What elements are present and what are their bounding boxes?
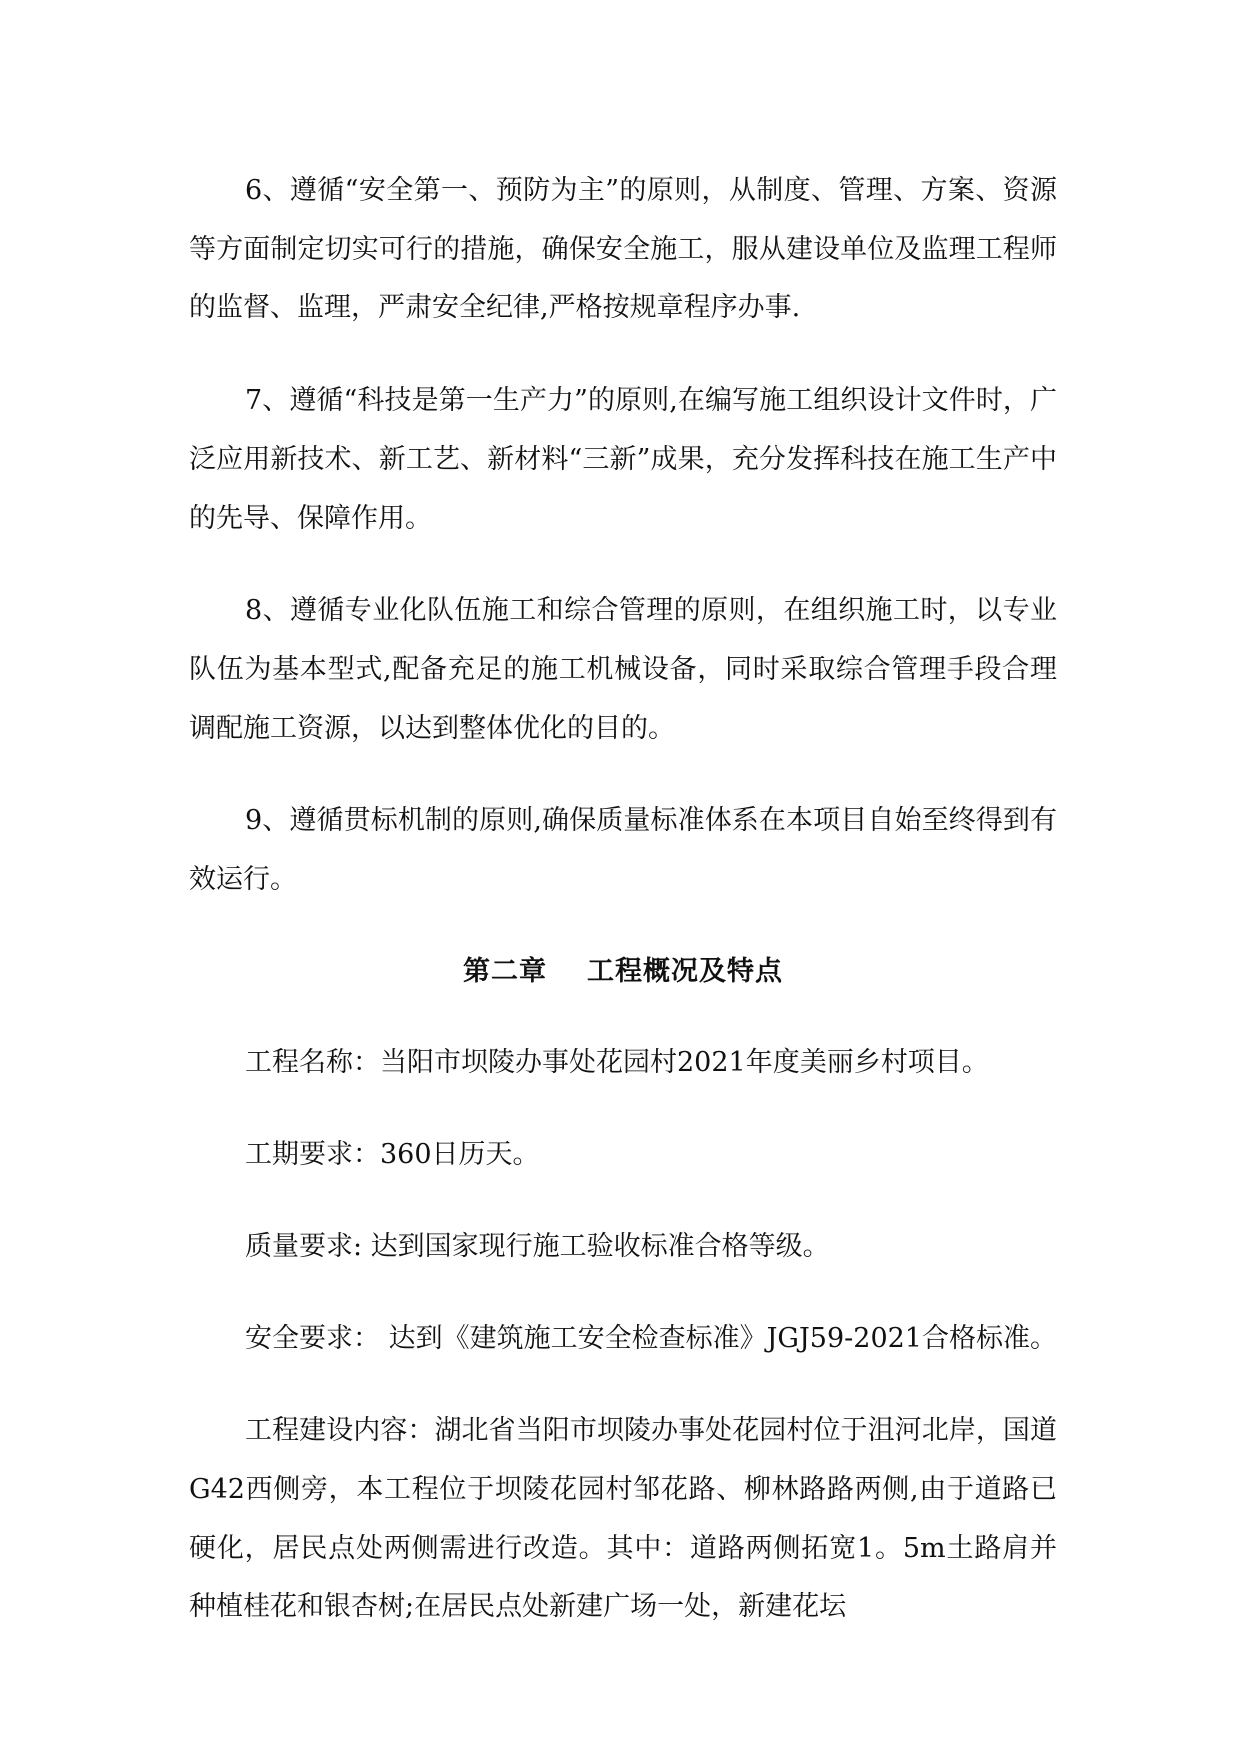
chapter-title: 工程概况及特点 (587, 955, 783, 987)
safety-paragraph: 安全要求： 达到《建筑施工安全检查标准》JGJ59-2021合格标准。 (245, 1322, 1057, 1354)
principle-paragraph-9: 9、遵循贯标机制的原则,确保质量标准体系在本项目自始至终得到有效运行。 (189, 805, 1057, 896)
principle-paragraph-8: 8、遵循专业化队伍施工和综合管理的原则，在组织施工时，以专业队伍为基本型式,配备充足的施工机械设备，同时采取综合管理手段合理调配施工资源，以达到整体优化的目的。 (189, 595, 1057, 744)
document-body (189, 162, 1057, 1671)
duration-paragraph: 工期要求：360日历天。 (245, 1139, 540, 1171)
quality-paragraph: 质量要求: 达到国家现行施工验收标准合格等级。 (245, 1230, 830, 1262)
chapter-heading (189, 943, 1057, 1002)
principle-paragraph-6: 6、遵循“安全第一、预防为主”的原则，从制度、管理、方案、资源等方面制定切实可行的措施，确保安全施工，服从建设单位及监理工程师的监督、监理，严肃安全纪律,严格按规章程序办事. (189, 175, 1057, 324)
principle-paragraph-7: 7、遵循“科技是第一生产力”的原则,在编写施工组织设计文件时，广泛应用新技术、新工艺、新材料“三新”成果，充分发挥科技在施工生产中的先导、保障作用。 (189, 385, 1057, 534)
chapter-number: 第二章 (463, 955, 547, 987)
project-name-paragraph: 工程名称：当阳市坝陵办事处花园村2021年度美丽乡村项目。 (245, 1047, 989, 1079)
construction-content-paragraph: 工程建设内容：湖北省当阳市坝陵办事处花园村位于沮河北岸，国道G42西侧旁，本工程位于坝陵花园村邹花路、柳林路路两侧,由于道路已硬化，居民点处两侧需进行改造。其中：道路两侧拓宽1。5m土路肩并种植桂花和银杏树;在居民点处新建广场一处，新建花坛 (189, 1415, 1057, 1623)
